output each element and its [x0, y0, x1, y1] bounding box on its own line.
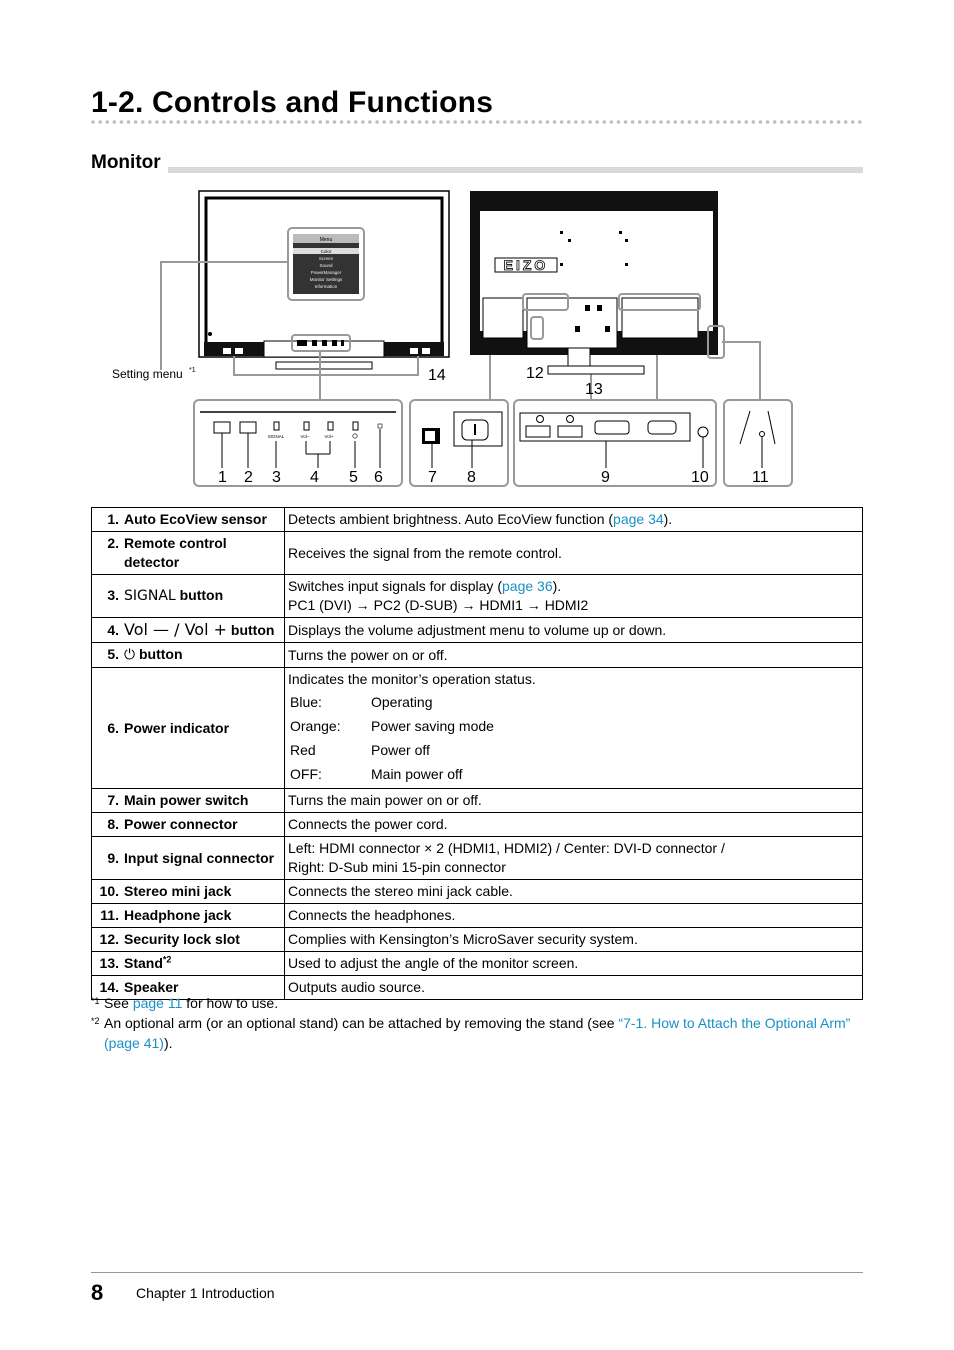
row-desc: Connects the power cord. [285, 813, 863, 837]
page-link[interactable]: page 36 [502, 578, 553, 594]
row-number: 10. [99, 883, 119, 899]
eizo-logo: EIZO [503, 257, 549, 273]
callout-10: 10 [691, 469, 709, 486]
detail-power-panel [410, 400, 508, 486]
footnote-ref: *2 [162, 954, 172, 965]
callout-8: 8 [467, 469, 476, 486]
row-name: Security lock slot [124, 931, 240, 947]
row-name: Speaker [124, 979, 179, 995]
row-name: button [230, 622, 275, 638]
footnote-text: An optional arm (or an optional stand) can be attached by removing the stand (see [104, 1015, 619, 1031]
footnote-2 [91, 1013, 863, 1053]
callout-7: 7 [428, 469, 437, 486]
osd-item: PowerManager [310, 270, 342, 275]
footnote-text: See [104, 995, 133, 1011]
row-desc: Connects the headphones. [285, 904, 863, 928]
footnote-mark: *2 [91, 1016, 100, 1026]
signal-label: SIGNAL [124, 588, 176, 604]
row-name: button [179, 587, 224, 603]
state-label: Blue: [290, 694, 322, 710]
callout-6: 6 [374, 469, 383, 486]
table-row [92, 813, 863, 837]
footnote-mark: *1 [91, 996, 100, 1006]
table-row [92, 789, 863, 813]
power-indicator-states [288, 689, 859, 786]
state-label: Red [290, 742, 316, 758]
state-value: Operating [371, 694, 433, 710]
setting-menu-label: Setting menu [112, 367, 183, 381]
section-title: 1-2. Controls and Functions [91, 86, 494, 119]
table-row [92, 508, 863, 532]
button-label-vol-minus: Vol− [300, 434, 310, 439]
row-desc: Outputs audio source. [285, 976, 863, 1000]
callout-14: 14 [428, 367, 446, 384]
row-number: 9. [107, 849, 119, 866]
row-desc: Switches input signals for display ( [288, 578, 502, 594]
row-desc: Detects ambient brightness. Auto EcoView function ( [288, 511, 614, 527]
row-number: 11. [100, 907, 119, 923]
table-row [92, 928, 863, 952]
osd-item: Sound [319, 263, 333, 268]
page-link[interactable]: page 34 [613, 511, 664, 527]
table-row [92, 904, 863, 928]
state-label: OFF: [290, 766, 322, 782]
row-number: 12. [99, 931, 119, 947]
footnote-text: ). [163, 1035, 173, 1051]
row-number: 7. [107, 792, 119, 808]
table-row [92, 575, 863, 618]
callout-3: 3 [272, 469, 281, 486]
setting-menu-note: *1 [189, 367, 196, 374]
row-desc: Turns the power on or off. [285, 643, 863, 668]
subsection-rule [168, 167, 863, 173]
state-value: Main power off [371, 766, 463, 782]
state-value: Power off [371, 742, 430, 758]
row-desc: Indicates the monitor’s operation status. [288, 671, 536, 687]
footnotes [91, 993, 863, 1053]
detail-input-panel [514, 400, 716, 486]
row-name: Stand [124, 955, 163, 971]
row-desc-tail: ). [663, 511, 673, 527]
monitor-diagram [100, 186, 840, 491]
table-row [92, 837, 863, 880]
osd-item: Information [314, 284, 338, 289]
row-desc: Used to adjust the angle of the monitor screen. [285, 952, 863, 976]
row-number: 13. [99, 955, 119, 971]
row-name: Auto EcoView sensor [124, 511, 267, 527]
row-number: 6. [107, 719, 119, 736]
callout-2: 2 [244, 469, 253, 486]
row-number: 3. [107, 587, 119, 603]
osd-item: Monitor Settings [309, 277, 343, 282]
row-desc: Left: HDMI connector × 2 (HDMI1, HDMI2) / Center: DVI-D connector / [288, 840, 725, 856]
row-number: 14. [99, 979, 119, 995]
row-desc: Complies with Kensington’s MicroSaver security system. [285, 928, 863, 952]
footer-rule [91, 1272, 863, 1273]
row-desc: Connects the stereo mini jack cable. [285, 880, 863, 904]
power-icon: ⏻ [124, 647, 136, 663]
volume-label: Vol — / Vol + [124, 620, 228, 639]
table-row [92, 618, 863, 643]
monitor-back-illustration [470, 191, 718, 374]
table-row [92, 952, 863, 976]
osd-item: Screen [318, 256, 334, 261]
table-row [92, 643, 863, 668]
callout-4: 4 [310, 469, 319, 486]
row-number: 2. [107, 535, 119, 551]
row-desc: Turns the main power on or off. [285, 789, 863, 813]
callout-1: 1 [218, 469, 227, 486]
controls-table [91, 507, 863, 1000]
row-name: Input signal connector [124, 849, 275, 866]
row-desc: Displays the volume adjustment menu to volume up or down. [285, 618, 863, 643]
row-desc: Receives the signal from the remote control. [285, 532, 863, 575]
callout-5: 5 [349, 469, 358, 486]
row-number: 1. [107, 511, 119, 527]
osd-title: Menu [319, 237, 333, 243]
row-number: 5. [107, 646, 119, 662]
callout-13: 13 [585, 381, 603, 398]
section-link[interactable]: “7-1. How to Attach the Optional Arm” (page 41) [104, 1015, 851, 1051]
row-number: 4. [107, 622, 119, 638]
row-name: Stereo mini jack [124, 883, 232, 899]
row-name: Power connector [124, 816, 238, 832]
row-desc-line2: Right: D-Sub mini 15-pin connector [288, 859, 506, 875]
footnote-text: for how to use. [182, 995, 279, 1011]
callout-9: 9 [601, 469, 610, 486]
row-name: Main power switch [124, 792, 249, 808]
row-name: button [138, 646, 183, 662]
table-row [92, 532, 863, 575]
state-value: Power saving mode [371, 718, 494, 734]
callout-11: 11 [752, 469, 769, 486]
button-label-signal: SIGNAL [267, 434, 285, 439]
button-label-vol-plus: Vol+ [324, 434, 334, 439]
page-link[interactable]: page 11 [132, 995, 183, 1011]
osd-item: Color [320, 249, 332, 254]
page-number: 8 [91, 1280, 104, 1305]
row-desc-tail: ). [552, 578, 562, 594]
setting-menu-illustration [288, 228, 364, 300]
row-desc-line2: PC1 (DVI) → PC2 (D-SUB) → HDMI1 → HDMI2 [288, 597, 589, 613]
state-label: Orange: [290, 718, 341, 734]
row-name: Power indicator [124, 719, 230, 736]
footnote-1 [91, 993, 863, 1013]
row-number: 8. [107, 816, 119, 832]
subsection-title: Monitor [91, 152, 161, 173]
title-dotted-rule [91, 119, 863, 125]
chapter-label: Chapter 1 Introduction [136, 1285, 275, 1301]
table-row [92, 880, 863, 904]
table-row [92, 668, 863, 789]
callout-12: 12 [526, 365, 544, 382]
row-name: Remote control detector [124, 535, 227, 570]
row-name: Headphone jack [124, 907, 232, 923]
